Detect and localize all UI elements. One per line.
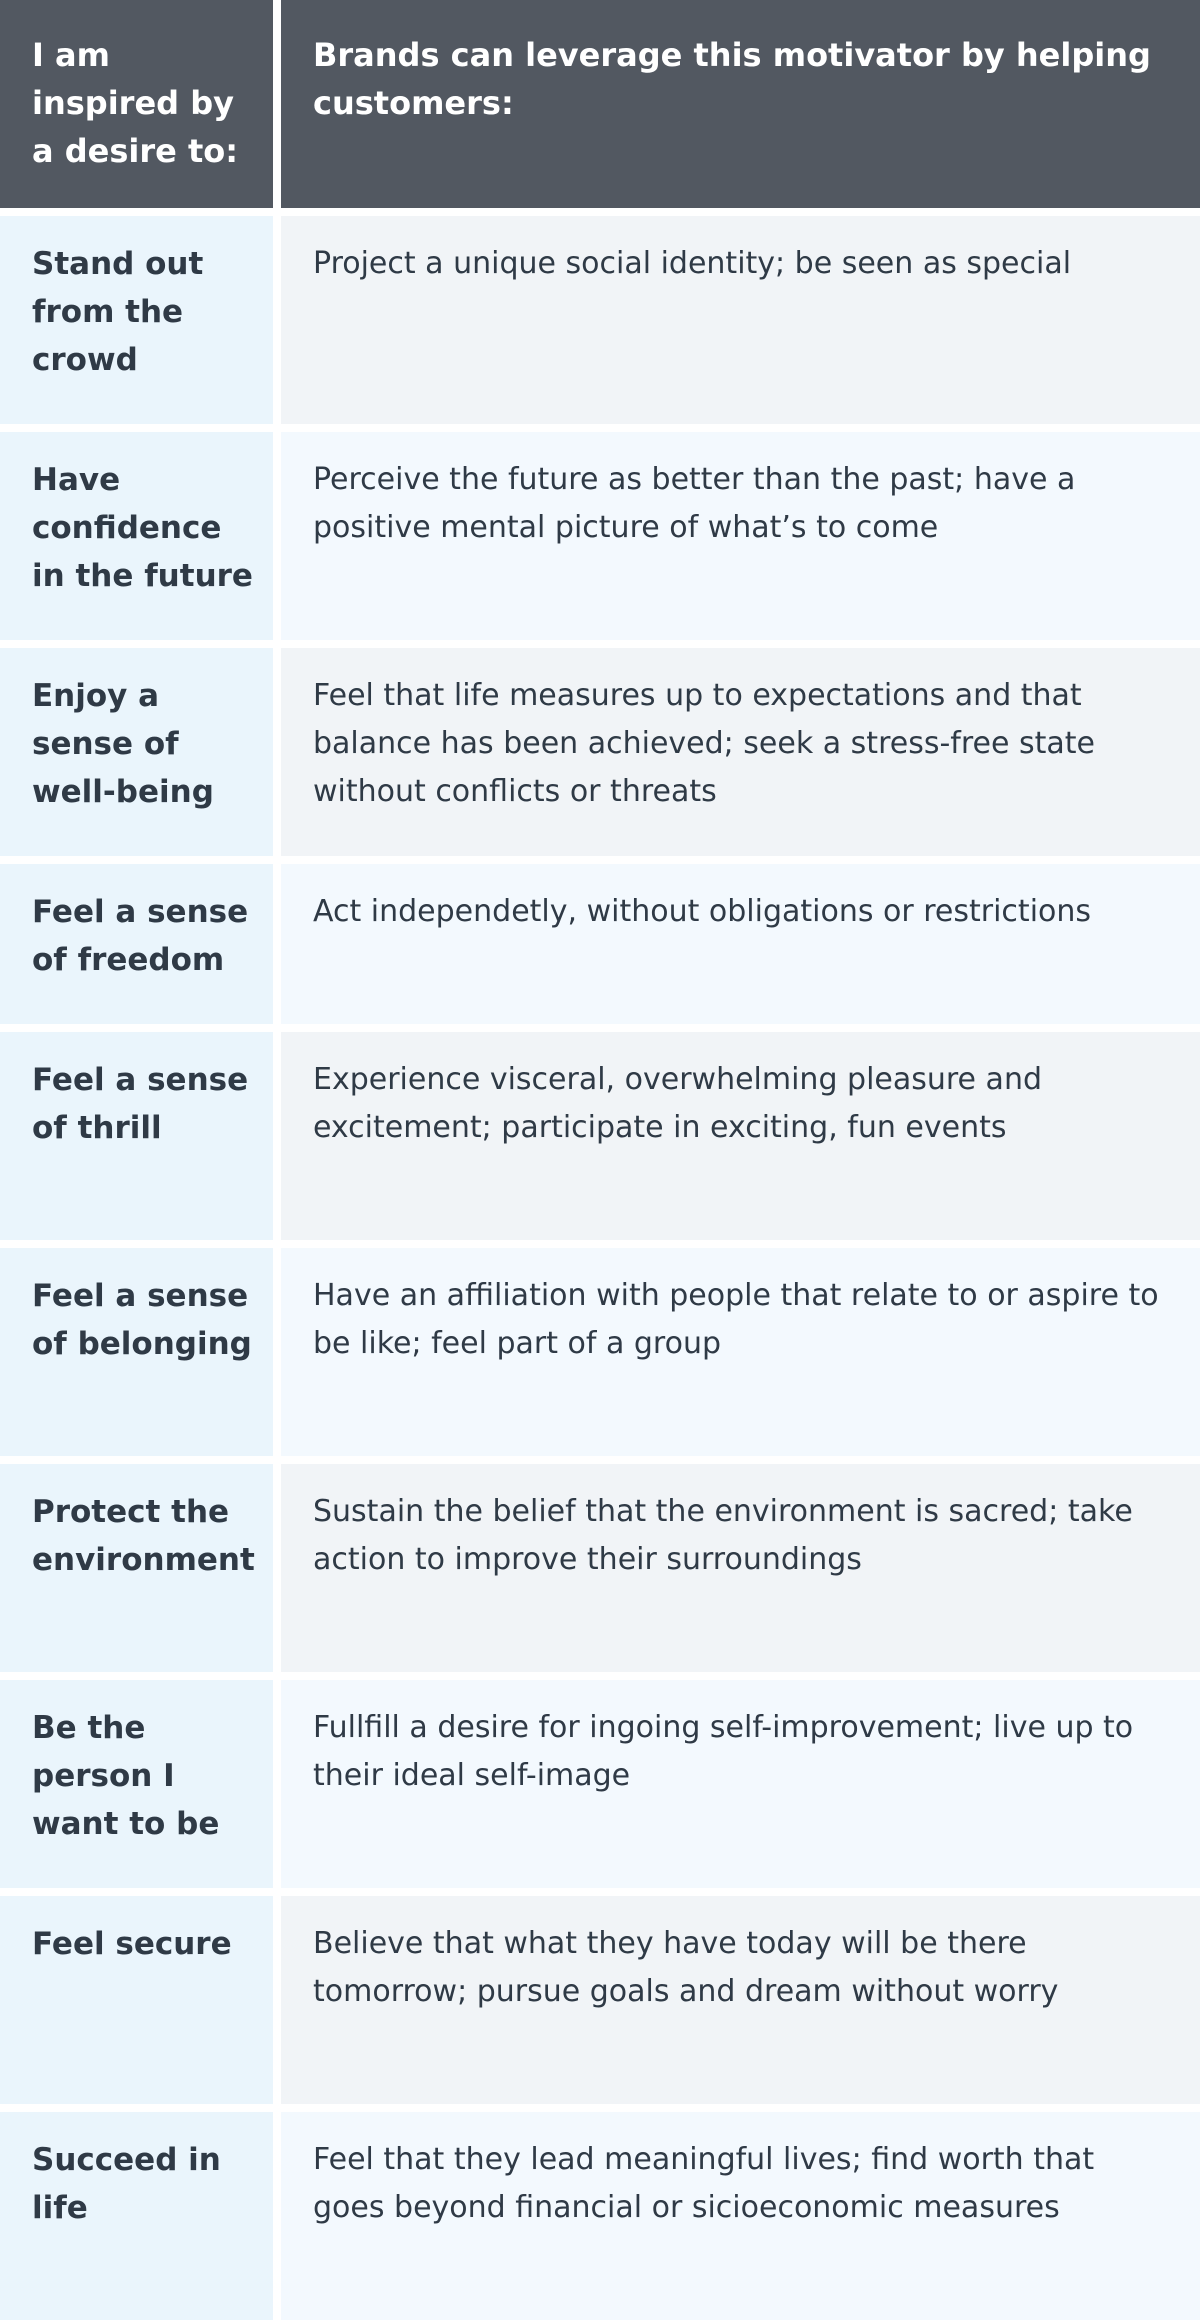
motivator-text: Enjoy a sense of well-being (32, 678, 214, 810)
motivator-text: Succeed in life (32, 2142, 221, 2226)
motivator-cell (0, 1680, 273, 1888)
table-row (0, 1032, 1200, 1240)
leverage-cell (281, 2112, 1200, 2320)
leverage-cell (281, 1680, 1200, 1888)
motivator-cell (0, 2112, 273, 2320)
motivator-cell (0, 648, 273, 856)
motivator-text: Have confidence in the future (32, 462, 253, 594)
table-row (0, 864, 1200, 1024)
motivator-text: Feel a sense of freedom (32, 894, 249, 978)
motivator-text: Feel a sense of belonging (32, 1278, 252, 1362)
motivator-cell (0, 1896, 273, 2104)
header-motivator-cell (0, 0, 273, 208)
table-row (0, 1680, 1200, 1888)
leverage-text: Fullfill a desire for ingoing self-improvement; live up to their ideal self-image (313, 1710, 1134, 1793)
leverage-text: Believe that what they have today will be there tomorrow; pursue goals and dream without worry (313, 1926, 1059, 2009)
motivator-text: Feel secure (32, 1926, 232, 1962)
leverage-cell (281, 864, 1200, 1024)
leverage-text: Perceive the future as better than the past; have a positive mental picture of what’s to come (313, 462, 1076, 545)
motivator-cell (0, 1464, 273, 1672)
motivator-cell (0, 1032, 273, 1240)
leverage-text: Project a unique social identity; be seen as special (313, 246, 1072, 281)
leverage-cell (281, 1248, 1200, 1456)
header-leverage-label: Brands can leverage this motivator by helping customers: (313, 36, 1151, 122)
leverage-cell (281, 1896, 1200, 2104)
leverage-text: Have an affiliation with people that relate to or aspire to be like; feel part of a group (313, 1278, 1159, 1361)
header-leverage-cell (281, 0, 1200, 208)
table-row (0, 216, 1200, 424)
leverage-text: Act independetly, without obligations or restrictions (313, 894, 1092, 929)
motivator-text: Be the person I want to be (32, 1710, 220, 1842)
leverage-text: Experience visceral, overwhelming pleasure and excitement; participate in exciting, fun events (313, 1062, 1042, 1145)
leverage-text: Sustain the belief that the environment is sacred; take action to improve their surroundings (313, 1494, 1133, 1577)
header-motivator-label: I am inspired by a desire to: (32, 36, 239, 170)
leverage-cell (281, 432, 1200, 640)
motivator-cell (0, 864, 273, 1024)
motivator-cell (0, 216, 273, 424)
table-row (0, 1896, 1200, 2104)
table-row (0, 648, 1200, 856)
motivator-text: Feel a sense of thrill (32, 1062, 249, 1146)
table-header-row (0, 0, 1200, 208)
table-row (0, 1464, 1200, 1672)
leverage-text: Feel that they lead meaningful lives; find worth that goes beyond financial or sicioeconomic measures (313, 2142, 1095, 2225)
table-row (0, 432, 1200, 640)
leverage-cell (281, 1032, 1200, 1240)
leverage-cell (281, 648, 1200, 856)
motivator-text: Protect the environment (32, 1494, 255, 1578)
table-row (0, 1248, 1200, 1456)
leverage-cell (281, 1464, 1200, 1672)
motivator-text: Stand out from the crowd (32, 246, 204, 378)
leverage-cell (281, 216, 1200, 424)
leverage-text: Feel that life measures up to expectations and that balance has been achieved; seek a stress-free state without conflicts or threats (313, 678, 1095, 809)
motivator-cell (0, 1248, 273, 1456)
table-row (0, 2112, 1200, 2320)
motivator-cell (0, 432, 273, 640)
